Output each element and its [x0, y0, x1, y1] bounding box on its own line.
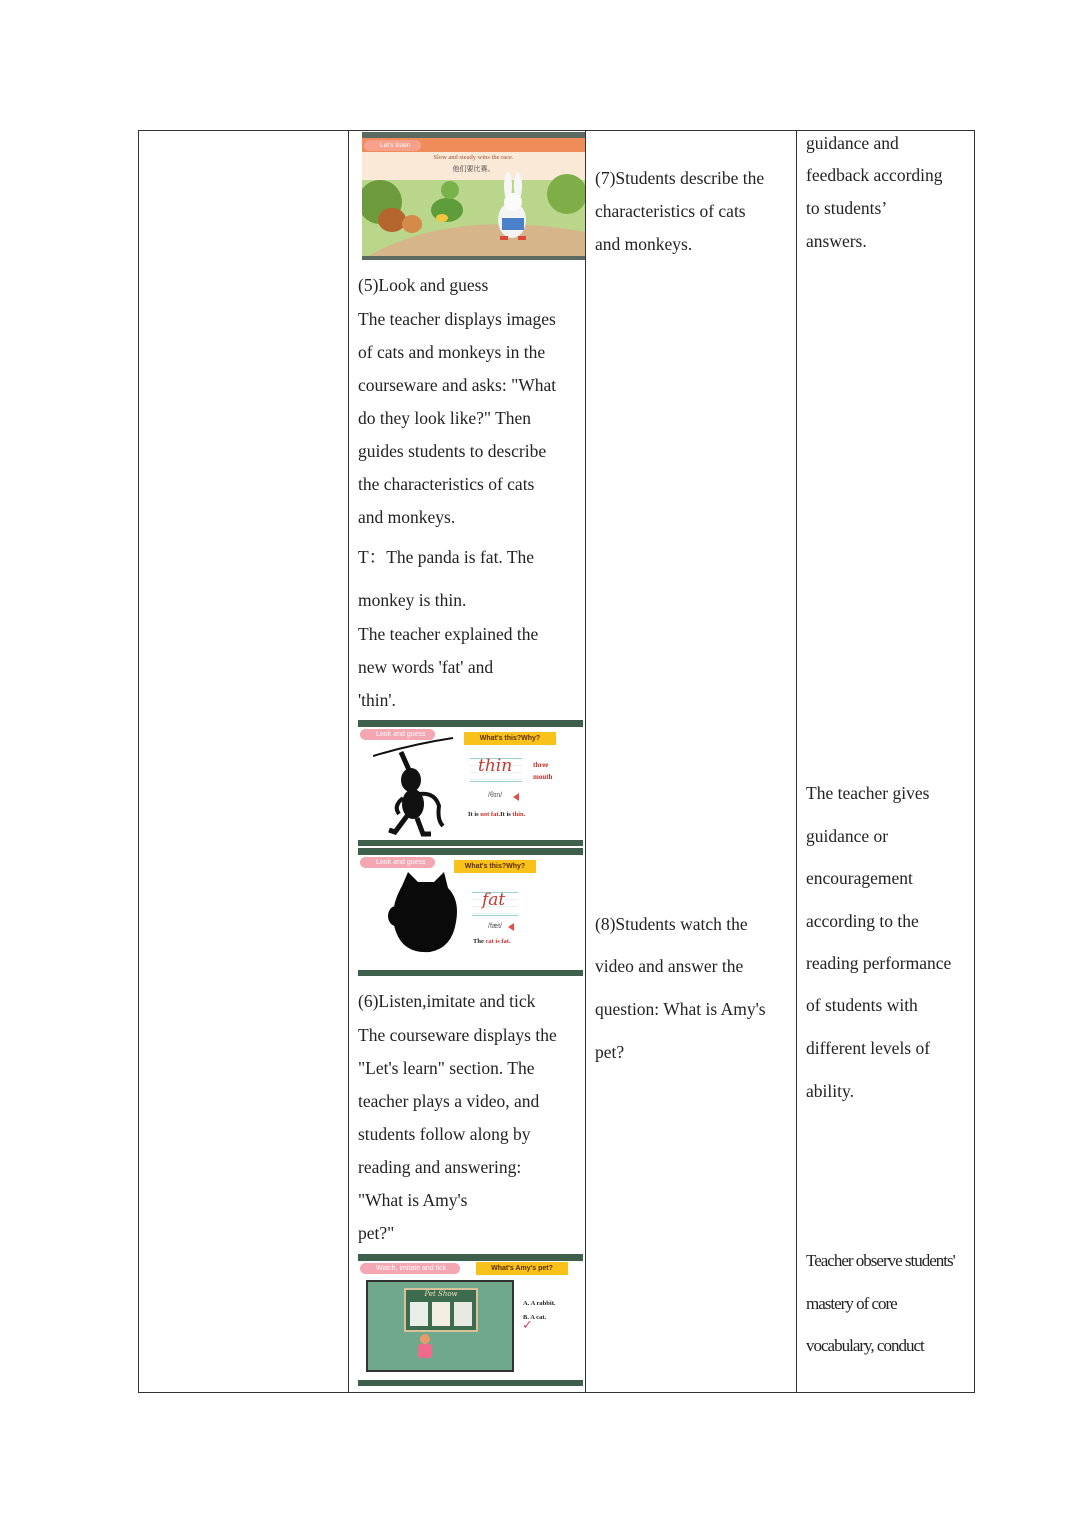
vocab-word: fat — [482, 890, 506, 910]
paragraph-line: 'thin'. — [358, 690, 396, 710]
slide-race-image — [362, 132, 585, 260]
step7-line: and monkeys. — [595, 234, 693, 254]
listen-heading: (6)Listen,imitate and tick — [358, 991, 536, 1011]
step7-line: characteristics of cats — [595, 201, 746, 221]
slide-tag: Look and guess — [360, 857, 435, 868]
paragraph-line: The teacher displays images — [358, 309, 556, 329]
guidance-line: different levels of — [806, 1038, 931, 1058]
feedback-line: guidance and — [806, 133, 899, 153]
example-sentence: It is not fat.It is thin. — [468, 811, 526, 818]
board-title: Pet Show — [424, 1290, 458, 1298]
slide-tag: Watch, imitate and tick — [360, 1263, 460, 1274]
paragraph-line: new words 'fat' and — [358, 657, 494, 677]
paragraph-line: and monkeys. — [358, 507, 456, 527]
guidance-line: The teacher gives — [806, 783, 930, 803]
example-word: mouth — [533, 773, 553, 781]
step8-line: pet? — [595, 1042, 625, 1062]
phonetic: /fæt/ — [488, 923, 503, 930]
paragraph-line: The courseware displays the — [358, 1025, 557, 1045]
guidance-line: encouragement — [806, 868, 913, 888]
answer-option-b[interactable]: B. A cat. — [523, 1314, 547, 1321]
slide-question: What's this?Why? — [464, 732, 556, 745]
paragraph-line: teacher plays a video, and — [358, 1091, 540, 1111]
chalkboard — [404, 1288, 478, 1332]
paragraph-line: courseware and asks: "What — [358, 375, 557, 395]
guidance-line: reading performance — [806, 953, 952, 973]
paragraph-line: do they look like?" Then — [358, 408, 532, 428]
observe-line: Teacher observe students' — [806, 1251, 955, 1270]
example-sentence: The cat is fat. — [473, 938, 511, 945]
column-divider — [348, 131, 349, 1392]
slide-thin-image — [358, 720, 583, 846]
paragraph-line: "Let's learn" section. The — [358, 1058, 535, 1078]
girl-figure — [420, 1334, 430, 1344]
speaker-icon[interactable] — [513, 793, 519, 801]
race-illustration — [362, 132, 585, 260]
guidance-line: according to the — [806, 911, 919, 931]
tick-icon: ✓ — [522, 1318, 533, 1333]
step8-line: (8)Students watch the — [595, 914, 748, 934]
feedback-line: feedback according — [806, 165, 943, 185]
paragraph-line: guides students to describe — [358, 441, 547, 461]
paragraph-line: The teacher explained the — [358, 624, 539, 644]
feedback-line: answers. — [806, 231, 867, 251]
paragraph-line: reading and answering: — [358, 1157, 522, 1177]
cat-silhouette-icon — [386, 870, 466, 960]
column-divider — [585, 131, 586, 1392]
step8-line: video and answer the — [595, 956, 744, 976]
slide-fat-image — [358, 848, 583, 976]
guidance-line: guidance or — [806, 826, 889, 846]
phonetic: /θɪn/ — [488, 792, 503, 799]
example-word: three — [533, 761, 549, 769]
slide-question: What's Amy's pet? — [476, 1262, 568, 1275]
step8-line: question: What is Amy's — [595, 999, 766, 1019]
step7-line: (7)Students describe the — [595, 168, 765, 188]
look-guess-heading: (5)Look and guess — [358, 275, 489, 295]
speaker-icon[interactable] — [508, 923, 514, 931]
video-frame — [366, 1280, 514, 1372]
dialog-line: T：The panda is fat. The — [358, 547, 535, 567]
column-divider — [796, 131, 797, 1392]
paragraph-line: the characteristics of cats — [358, 474, 535, 494]
guidance-line: ability. — [806, 1081, 854, 1101]
slide-question: What's this?Why? — [454, 860, 536, 873]
paragraph-line: "What is Amy's — [358, 1190, 468, 1210]
paragraph-line: pet?" — [358, 1223, 395, 1243]
slide-caption-cn: 他们要比赛。 — [452, 165, 495, 173]
dialog-line: monkey is thin. — [358, 590, 467, 610]
monkey-silhouette-icon — [373, 734, 473, 844]
paragraph-line: of cats and monkeys in the — [358, 342, 546, 362]
guidance-line: of students with — [806, 995, 918, 1015]
observe-line: vocabulary, conduct — [806, 1336, 924, 1355]
slide-pet-show-image — [358, 1254, 583, 1386]
slide-caption: Slow and steady wins the race. — [433, 154, 514, 161]
feedback-line: to students’ — [806, 198, 888, 218]
vocab-word: thin — [478, 756, 513, 776]
slide-tag: Look and guess — [360, 729, 435, 740]
observe-line: mastery of core — [806, 1294, 897, 1313]
answer-option-a[interactable]: A. A rabbit. — [523, 1300, 556, 1307]
slide-tag: Let's listen — [364, 140, 421, 151]
paragraph-line: students follow along by — [358, 1124, 531, 1144]
